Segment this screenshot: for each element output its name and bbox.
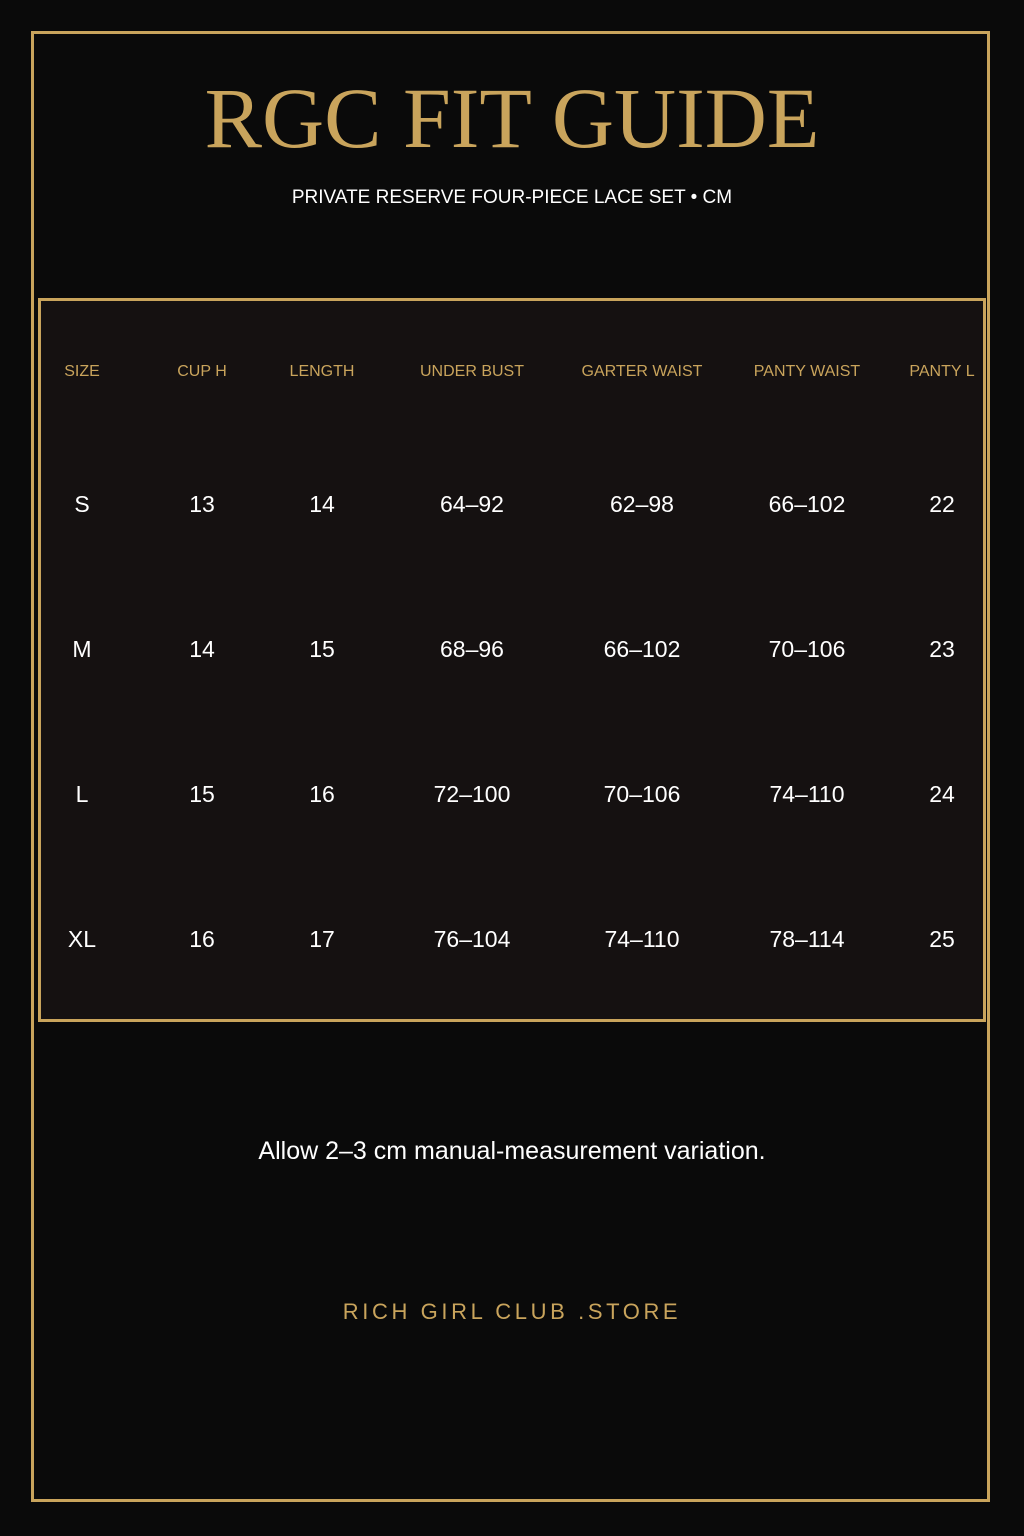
column-header-panty-waist: PANTY WAIST — [753, 363, 861, 380]
table-cell: 14 — [309, 491, 335, 517]
table-cell: 25 — [929, 926, 955, 952]
column-header-garter-waist: GARTER WAIST — [581, 363, 703, 380]
table-cell: 68–96 — [440, 636, 504, 662]
table-cell: L — [75, 781, 89, 807]
table-cell: 22 — [929, 491, 955, 517]
column-header-size: SIZE — [64, 363, 100, 380]
table-cell: 70–106 — [603, 781, 681, 807]
table-cell: 14 — [189, 636, 215, 662]
page-title: RGC FIT GUIDE — [204, 70, 820, 166]
table-cell: 70–106 — [768, 636, 846, 662]
size-chart-table — [38, 298, 986, 1022]
table-cell: XL — [67, 926, 97, 952]
column-header-cup-h: CUP H — [177, 363, 227, 380]
table-cell: 62–98 — [610, 491, 674, 517]
table-cell: 23 — [929, 636, 955, 662]
table-cell: 66–102 — [603, 636, 681, 662]
table-cell: M — [72, 636, 92, 662]
table-cell: 76–104 — [433, 926, 511, 952]
column-header-length: LENGTH — [289, 363, 355, 380]
table-cell: 16 — [309, 781, 335, 807]
page-subtitle: PRIVATE RESERVE FOUR-PIECE LACE SET • CM — [291, 187, 733, 208]
table-cell: 17 — [309, 926, 335, 952]
table-cell: 24 — [929, 781, 955, 807]
table-cell: 74–110 — [769, 781, 845, 807]
table-cell: 72–100 — [433, 781, 511, 807]
measurement-note: Allow 2–3 cm manual-measurement variation. — [258, 1137, 766, 1165]
column-header-under-bust: UNDER BUST — [419, 363, 524, 380]
table-cell: 13 — [189, 491, 215, 517]
table-cell: 66–102 — [768, 491, 846, 517]
table-cell: 78–114 — [769, 926, 845, 952]
column-header-panty-l: PANTY L — [909, 363, 975, 380]
table-cell: 15 — [309, 636, 335, 662]
table-cell: S — [74, 491, 90, 517]
table-cell: 15 — [189, 781, 215, 807]
table-cell: 16 — [189, 926, 215, 952]
table-cell: 64–92 — [440, 491, 504, 517]
store-name-footer: RICH GIRL CLUB .STORE — [342, 1299, 682, 1324]
table-cell: 74–110 — [604, 926, 680, 952]
